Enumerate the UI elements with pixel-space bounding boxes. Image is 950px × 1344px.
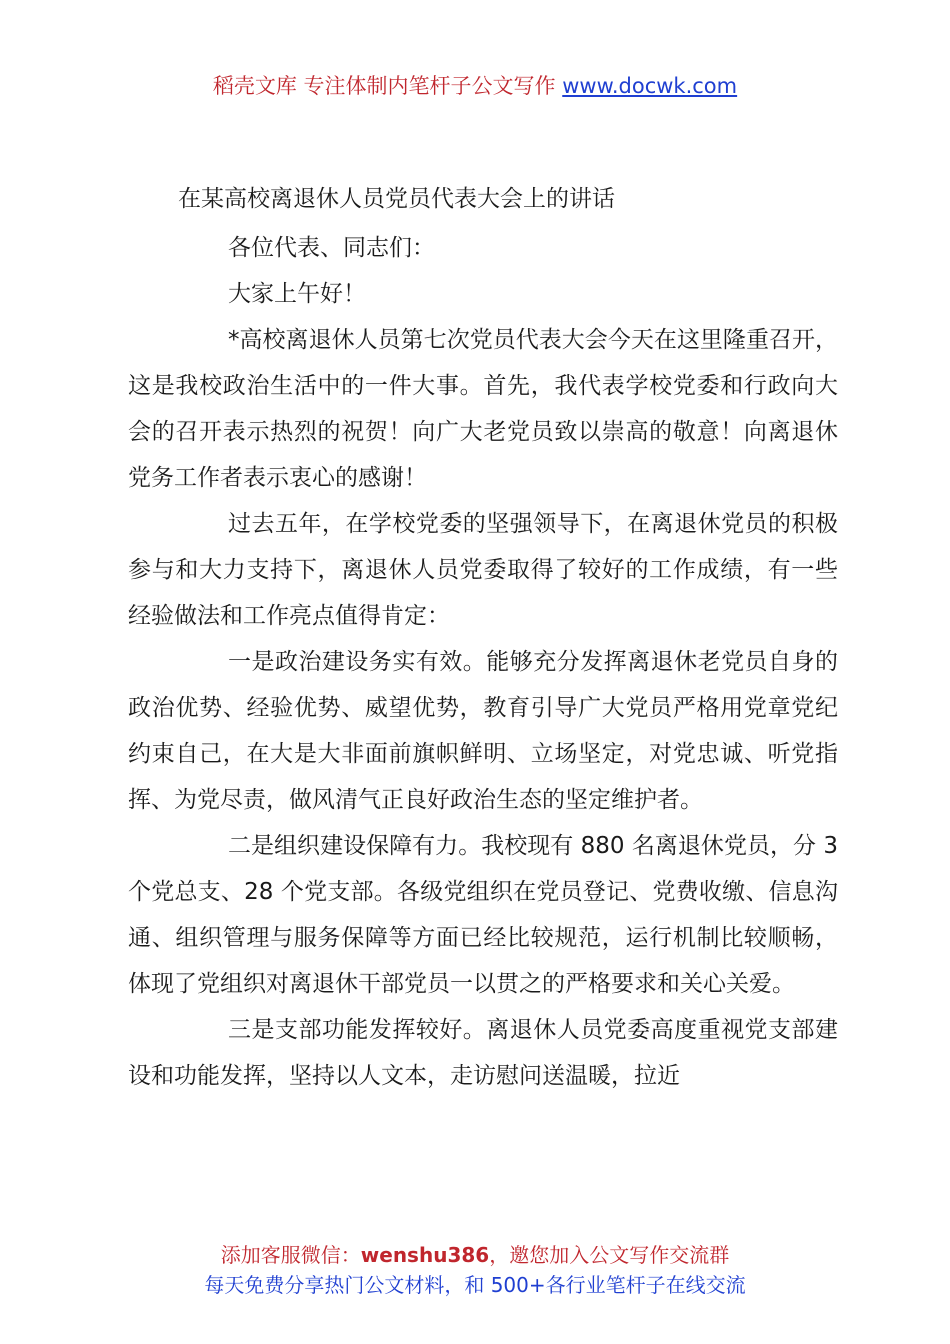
paragraph-point-1: 一是政治建设务实有效。能够充分发挥离退休老党员自身的政治优势、经验优势、威望优势，教育引导广大党员严格用党章党纪约束自己，在大是大非面前旗帜鲜明、立场坚定，对党忠诚、听党指挥、为党尽责，做风清气正良好政治生态的坚定维护者。 [128, 649, 838, 813]
footer-prefix: 添加客服微信： [220, 1243, 361, 1267]
brand-tagline: 稻壳文库 专注体制内笔杆子公文写作 [212, 74, 556, 98]
page-header [0, 70, 950, 100]
page-footer [0, 1240, 950, 1300]
site-link[interactable]: www.docwk.com [562, 74, 738, 98]
salutation: 各位代表、同志们： [228, 235, 435, 261]
footer-contact-line [0, 1240, 950, 1270]
paragraph-point-3: 三是支部功能发挥较好。离退休人员党委高度重视党支部建设和功能发挥，坚持以人文本，走访慰问送温暖，拉近 [128, 1017, 838, 1089]
paragraph-opening: *高校离退休人员第七次党员代表大会今天在这里隆重召开，这是我校政治生活中的一件大事。首先，我代表学校党委和行政向大会的召开表示热烈的祝贺！向广大老党员致以崇高的敬意！向离退休党务工作者表示衷心的感谢！ [128, 327, 838, 491]
paragraph-review: 过去五年，在学校党委的坚强领导下，在离退休党员的积极参与和大力支持下，离退休人员党委取得了较好的工作成绩，有一些经验做法和工作亮点值得肯定： [128, 511, 838, 629]
greeting: 大家上午好！ [228, 281, 366, 307]
footer-suffix: ，邀您加入公文写作交流群 [489, 1243, 730, 1267]
document-body [128, 225, 838, 1099]
wechat-id: wenshu386 [360, 1243, 490, 1267]
paragraph-point-2: 二是组织建设保障有力。我校现有 880 名离退休党员，分 3 个党总支、28 个党支部。各级党组织在党员登记、党费收缴、信息沟通、组织管理与服务保障等方面已经比较规范，运行机制比较顺畅，体现了党组织对离退休干部党员一以贯之的严格要求和关心关爱。 [128, 833, 838, 997]
document-title: 在某高校离退休人员党员代表大会上的讲话 [178, 186, 615, 212]
footer-promo-line: 每天免费分享热门公文材料，和 500+各行业笔杆子在线交流 [204, 1273, 746, 1297]
